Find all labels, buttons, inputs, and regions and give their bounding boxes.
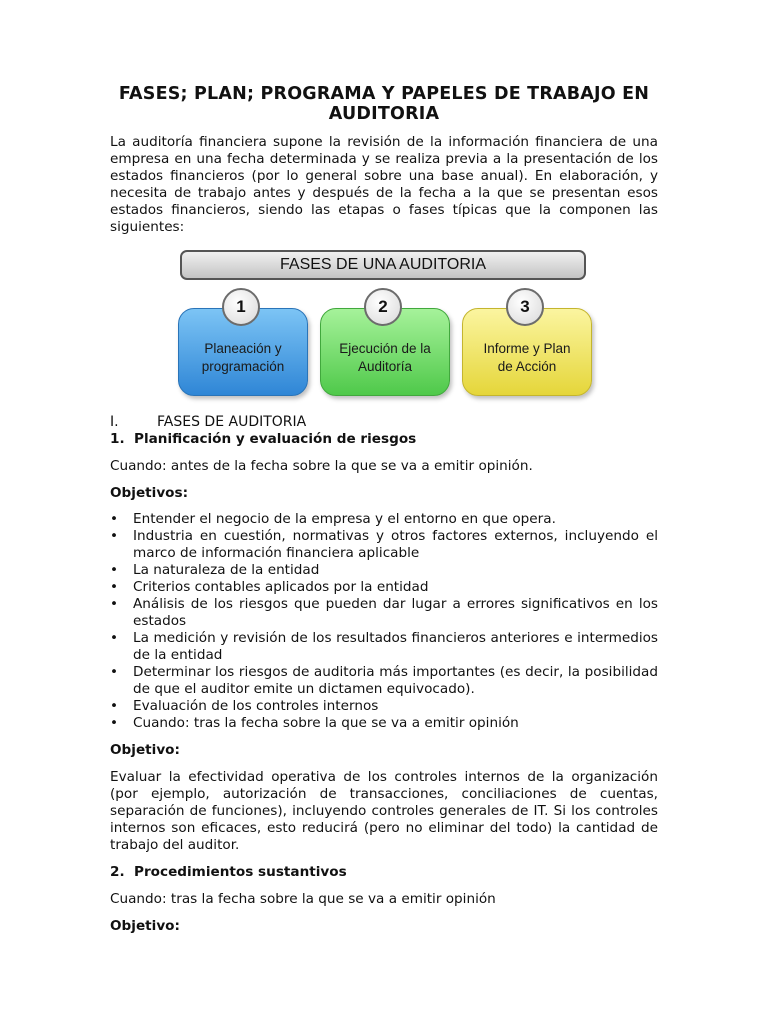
section-heading [110,414,658,431]
objetivos-label: Objetivos: [110,485,189,501]
subsection-title: Procedimientos sustantivos [134,864,347,880]
objetivo-paragraph: Evaluar la efectividad operativa de los controles internos de la organización (por ejemplo, autorización de transacciones, conciliaciones de cuentas, separación de funciones), incluyendo controles generales de IT. Si los controles internos son eficaces, esto reducirá (pero no eliminar del todo) la cantidad de trabajo del auditor. [110,769,658,853]
bullet-icon: • [110,698,119,714]
bullet-icon: • [110,715,119,731]
bullet-icon: • [110,511,119,527]
phase-card-line: Auditoría [357,359,413,374]
subsection-number: 1. [110,431,125,447]
list-item [110,562,658,579]
subsection-title: Planificación y evaluación de riesgos [134,431,417,447]
diagram-banner: FASES DE UNA AUDITORIA [180,250,586,280]
subsection-heading-2 [110,864,658,881]
phase-card-line: Ejecución de la [339,341,431,356]
bullet-icon: • [110,664,119,680]
list-item [110,715,658,732]
phase-card-line: programación [201,359,285,374]
intro-paragraph: La auditoría financiera supone la revisión de la información financiera de una empresa en una fecha determinada y se realiza previa a la presentación de los estados financieros (por lo general sobre una base anual). En elaboración, y necesita de trabajo antes y después de la fecha a la que se presentan esos estados financieros, siendo las etapas o fases típicas que la componen las siguientes: [110,134,658,235]
phase-number-badge: 1 [222,288,260,326]
list-item [110,511,658,528]
list-item [110,698,658,715]
list-item [110,528,658,562]
list-item [110,630,658,664]
bullet-icon: • [110,562,119,578]
subsection-heading-1 [110,431,658,448]
phase-number-badge: 3 [506,288,544,326]
phase-card-line: de Acción [497,359,557,374]
list-item [110,596,658,630]
bullet-icon: • [110,579,119,595]
document-page [110,84,658,935]
section-roman-number: I. [110,414,119,430]
list-item-text: Cuando: tras la fecha sobre la que se va a emitir opinión [133,715,519,731]
list-item-text: Evaluación de los controles internos [133,698,379,714]
list-item [110,579,658,596]
bullet-icon: • [110,630,119,646]
list-item-text: Industria en cuestión, normativas y otros factores externos, incluyendo el marco de información financiera aplicable [133,528,658,561]
objetivo-label: Objetivo: [110,742,180,758]
list-item [110,664,658,698]
phases-diagram [110,250,658,405]
list-item-text: La naturaleza de la entidad [133,562,320,578]
list-item-text: Criterios contables aplicados por la entidad [133,579,429,595]
list-item-text: La medición y revisión de los resultados financieros anteriores e intermedios de la entidad [133,630,658,663]
phase-card-line: Planeación y [204,341,282,356]
objectives-list [110,511,658,732]
phase-card-line: Informe y Plan [483,341,571,356]
objetivo-label-2: Objetivo: [110,918,180,934]
subsection-number: 2. [110,864,125,880]
cuando-paragraph: Cuando: antes de la fecha sobre la que se va a emitir opinión. [110,458,533,474]
phase-number-badge: 2 [364,288,402,326]
list-item-text: Análisis de los riesgos que pueden dar lugar a errores significativos en los estados [133,596,658,629]
document-title: FASES; PLAN; PROGRAMA Y PAPELES DE TRABAJO EN AUDITORIA [118,84,650,124]
section-heading-text: FASES DE AUDITORIA [157,414,307,430]
list-item-text: Entender el negocio de la empresa y el entorno en que opera. [133,511,556,527]
list-item-text: Determinar los riesgos de auditoria más importantes (es decir, la posibilidad de que el auditor emite un dictamen equivocado). [133,664,658,697]
bullet-icon: • [110,596,119,612]
cuando-paragraph-2: Cuando: tras la fecha sobre la que se va a emitir opinión [110,891,496,907]
bullet-icon: • [110,528,119,544]
